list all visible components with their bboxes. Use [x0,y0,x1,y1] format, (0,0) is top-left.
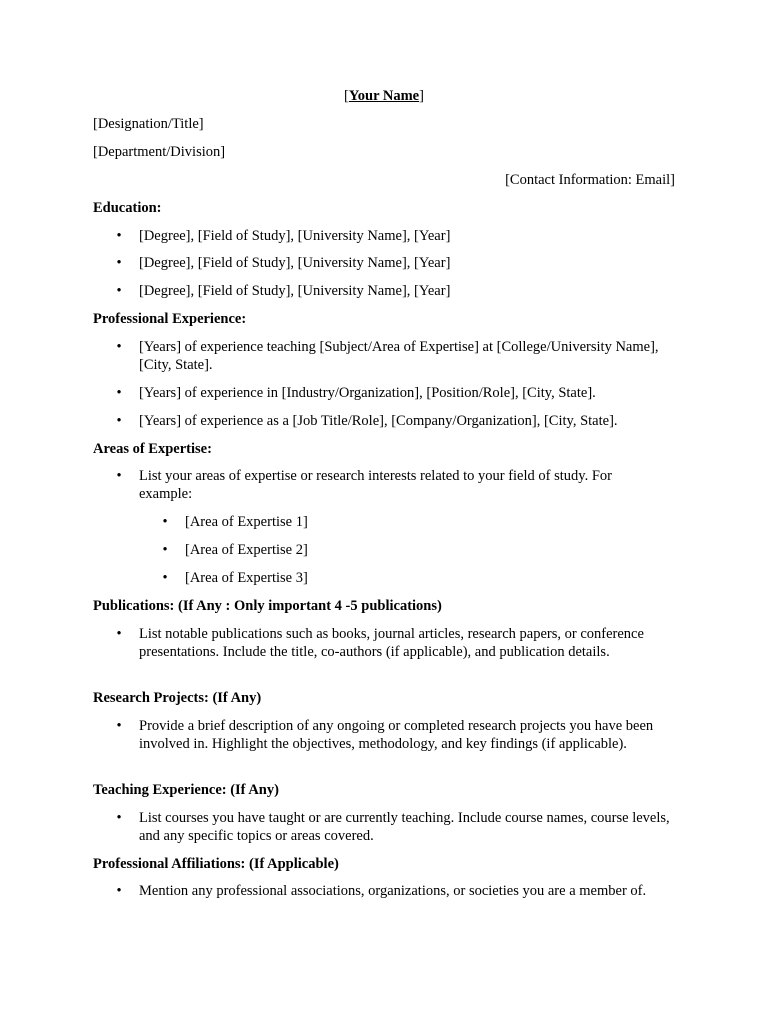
department-line: [Department/Division] [93,144,226,160]
professional-affiliations-heading: Professional Affiliations: (If Applicable) [93,856,339,872]
name-placeholder: Your Name [348,88,420,104]
teaching-experience-item: List courses you have taught or are currently teaching. Include course names, course levels, and any specific topics or areas covered. [139,810,670,844]
experience-item: [Years] of experience in [Industry/Organization], [Position/Role], [City, State]. [139,385,596,401]
bullet-icon: • [116,626,122,642]
contact-line: [Contact Information: Email] [505,172,675,188]
name-close-bracket: ] [419,88,424,104]
bullet-icon: • [162,542,168,558]
areas-of-expertise-heading: Areas of Expertise: [93,441,212,457]
teaching-experience-heading: Teaching Experience: (If Any) [93,782,279,798]
research-projects-heading: Research Projects: (If Any) [93,690,262,706]
bullet-icon: • [116,810,122,826]
expertise-subitem: [Area of Expertise 1] [185,514,308,530]
professional-experience-heading: Professional Experience: [93,311,247,327]
name-line [0,87,768,105]
bullet-icon: • [116,385,122,401]
education-item: [Degree], [Field of Study], [University Name], [Year] [139,228,451,244]
bullet-icon: • [162,570,168,586]
bullet-icon: • [116,883,122,899]
expertise-subitem: [Area of Expertise 3] [185,570,308,586]
bullet-icon: • [162,514,168,530]
bullet-icon: • [116,468,122,484]
bullet-icon: • [116,413,122,429]
education-item: [Degree], [Field of Study], [University Name], [Year] [139,255,451,271]
designation-line: [Designation/Title] [93,116,204,132]
experience-item: [Years] of experience as a [Job Title/Role], [Company/Organization], [City, State]. [139,413,618,429]
bullet-icon: • [116,283,122,299]
professional-affiliations-item: Mention any professional associations, organizations, or societies you are a member of. [139,883,647,899]
publications-item: List notable publications such as books, journal articles, research papers, or conference presentations. Include the title, co-authors (if applicable), and publication details. [139,626,644,660]
education-heading: Education: [93,200,162,216]
research-projects-item: Provide a brief description of any ongoing or completed research projects you have been involved in. Highlight the objectives, methodology, and key findings (if applicable). [139,718,654,752]
experience-item: [Years] of experience teaching [Subject/Area of Expertise] at [College/University Name], [City, State]. [139,339,659,373]
bullet-icon: • [116,255,122,271]
bullet-icon: • [116,339,122,355]
expertise-subitem: [Area of Expertise 2] [185,542,308,558]
bullet-icon: • [116,228,122,244]
education-item: [Degree], [Field of Study], [University Name], [Year] [139,283,451,299]
bullet-icon: • [116,718,122,734]
publications-heading: Publications: (If Any : Only important 4 -5 publications) [93,598,442,614]
name-open-bracket: [ [344,88,349,104]
expertise-intro: List your areas of expertise or research interests related to your field of study. For example: [139,468,612,502]
